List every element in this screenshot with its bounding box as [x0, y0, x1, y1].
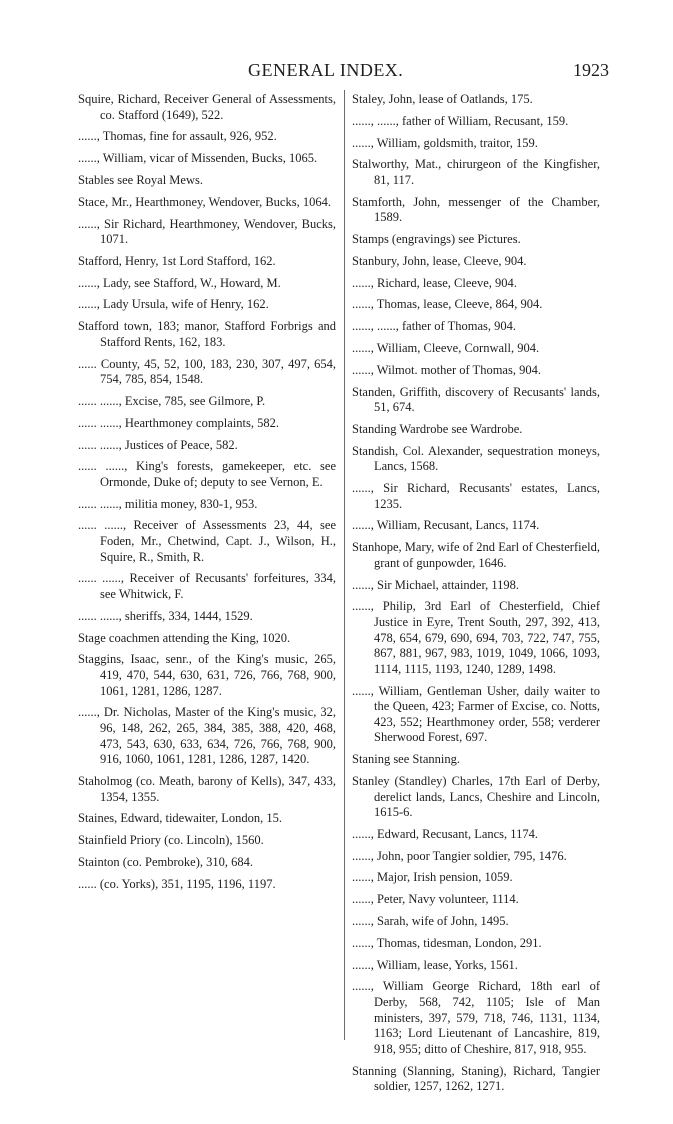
index-entry: Stalworthy, Mat., chirurgeon of the Kingfisher, 81, 117.	[352, 157, 600, 187]
index-entry: ...... ......, Excise, 785, see Gilmore, P.	[78, 393, 266, 408]
index-entry: Stafford, Henry, 1st Lord Stafford, 162.	[78, 253, 276, 268]
index-entry: ......, William, lease, Yorks, 1561.	[352, 957, 518, 972]
index-entry: Stanhope, Mary, wife of 2nd Earl of Chesterfield, grant of gunpowder, 1646.	[352, 540, 600, 570]
index-entry: Stamps (engravings) see Pictures.	[352, 232, 521, 247]
left-column	[78, 92, 336, 898]
index-entry: ......, ......, father of William, Recusant, 159.	[352, 113, 569, 128]
index-entry: Staholmog (co. Meath, barony of Kells), 347, 433, 1354, 1355.	[78, 773, 336, 804]
index-entry: ......, Thomas, fine for assault, 926, 952.	[78, 129, 277, 144]
index-entry: ......, Dr. Nicholas, Master of the King's music, 32, 96, 148, 262, 265, 384, 385, 388, 420, 468, 473, 543, 630, 633, 634, 726, 766, 768, 900, 916, 1060, 1061, 1281, 1286, 1287, 1420.	[78, 705, 336, 767]
index-entry: ...... ......, militia money, 830-1, 953.	[78, 496, 258, 511]
index-entry: ......, Wilmot. mother of Thomas, 904.	[352, 362, 541, 377]
index-entry: ......, Richard, lease, Cleeve, 904.	[352, 275, 517, 290]
index-entry: ...... ......, sheriffs, 334, 1444, 1529.	[78, 608, 253, 623]
index-entry: Stafford town, 183; manor, Stafford Forbrigs and Stafford Rents, 162, 183.	[78, 319, 336, 349]
running-header-title: GENERAL INDEX.	[248, 60, 404, 80]
index-entry: ...... ......, Receiver of Recusants' forfeitures, 334, see Whitwick, F.	[78, 571, 336, 602]
index-entry: ......, Sir Richard, Recusants' estates, Lancs, 1235.	[352, 481, 600, 511]
index-entry: Stanbury, John, lease, Cleeve, 904.	[352, 253, 527, 268]
index-entry: Standing Wardrobe see Wardrobe.	[352, 421, 523, 436]
index-entry: ......, William, Gentleman Usher, daily waiter to the Queen, 423; Farmer of Excise, co. Notts, 423, 552; Hearthmoney order, 558; verderer Sherwood Forest, 697.	[352, 683, 600, 745]
index-entry: ......, William, Recusant, Lancs, 1174.	[352, 518, 540, 533]
index-entry: Stainton (co. Pembroke), 310, 684.	[78, 854, 253, 869]
index-entry: ...... ......, Receiver of Assessments 23, 44, see Foden, Mr., Chetwind, Capt. J., Wilson, H., Squire, R., Smith, R.	[78, 518, 336, 564]
index-entry: ......, William, goldsmith, traitor, 159.	[352, 135, 538, 150]
index-entry: Stage coachmen attending the King, 1020.	[78, 630, 291, 645]
index-entry: Squire, Richard, Receiver General of Assessments, co. Stafford (1649), 522.	[78, 92, 336, 122]
index-entry: Standen, Griffith, discovery of Recusants' lands, 51, 674.	[352, 384, 600, 415]
index-entry: ......, Peter, Navy volunteer, 1114.	[352, 892, 519, 907]
index-entry: Stainfield Priory (co. Lincoln), 1560.	[78, 833, 264, 848]
index-entry: ......, William George Richard, 18th earl of Derby, 568, 742, 1105; Isle of Man ministers, 397, 579, 718, 746, 1131, 1134, 1163; Lord Lieutenant of Lancashire, 819, 918, 955; ditto of Cheshire, 817, 918, 955.	[352, 979, 600, 1056]
page-number: 1923	[573, 60, 609, 80]
index-entry: Stamforth, John, messenger of the Chamber, 1589.	[352, 194, 600, 225]
index-entry: ......, Sir Richard, Hearthmoney, Wendover, Bucks, 1071.	[78, 216, 336, 247]
index-entry: ...... ......, Justices of Peace, 582.	[78, 437, 238, 452]
column-divider	[344, 90, 345, 1040]
index-entry: Staning see Stanning.	[352, 752, 460, 767]
index-entry: ...... (co. Yorks), 351, 1195, 1196, 1197.	[78, 876, 276, 891]
index-entry: ......, Major, Irish pension, 1059.	[352, 870, 513, 885]
index-entry: ......, Sir Michael, attainder, 1198.	[352, 577, 520, 592]
index-entry: Staley, John, lease of Oatlands, 175.	[352, 92, 533, 106]
index-entry: ......, Lady, see Stafford, W., Howard, M.	[78, 275, 281, 290]
index-entry: Stables see Royal Mews.	[78, 172, 203, 187]
index-entry: Standish, Col. Alexander, sequestration moneys, Lancs, 1568.	[352, 443, 600, 474]
index-entry: Stace, Mr., Hearthmoney, Wendover, Bucks, 1064.	[78, 194, 331, 209]
index-entry: ...... County, 45, 52, 100, 183, 230, 307, 497, 654, 754, 785, 854, 1548.	[78, 356, 336, 387]
index-entry: ......, William, Cleeve, Cornwall, 904.	[352, 341, 540, 355]
index-entry: ...... ......, Hearthmoney complaints, 582.	[78, 415, 280, 430]
index-entry: Staines, Edward, tidewaiter, London, 15.	[78, 811, 282, 826]
index-entry: ......, Thomas, lease, Cleeve, 864, 904.	[352, 297, 543, 312]
index-entry: ......, William, vicar of Missenden, Bucks, 1065.	[78, 151, 318, 166]
index-entry: ......, Sarah, wife of John, 1495.	[352, 914, 509, 928]
index-entry: ......, Philip, 3rd Earl of Chesterfield, Chief Justice in Eyre, Trent South, 297, 392, 413, 478, 654, 679, 690, 694, 703, 722, 747, 755, 867, 881, 967, 983, 1019, 1049, 1066, 1093, 1114, 1115, 1193, 1240, 1289, 1498.	[352, 599, 600, 676]
index-entry: ......, Thomas, tidesman, London, 291.	[352, 935, 542, 950]
index-entry: ......, Lady Ursula, wife of Henry, 162.	[78, 297, 269, 312]
index-entry: ......, Edward, Recusant, Lancs, 1174.	[352, 826, 538, 841]
index-entry: ......, John, poor Tangier soldier, 795, 1476.	[352, 848, 567, 863]
index-entry: Staggins, Isaac, senr., of the King's music, 265, 419, 470, 544, 630, 631, 726, 766, 768, 900, 1061, 1281, 1286, 1287.	[78, 652, 336, 698]
index-entry: ......, ......, father of Thomas, 904.	[352, 319, 516, 334]
right-column	[352, 92, 600, 1101]
index-entry: Stanning (Slanning, Staning), Richard, Tangier soldier, 1257, 1262, 1271.	[352, 1063, 600, 1094]
index-entry: ...... ......, King's forests, gamekeeper, etc. see Ormonde, Duke of; deputy to see Vernon, E.	[78, 459, 336, 489]
index-entry: Stanley (Standley) Charles, 17th Earl of Derby, derelict lands, Lancs, Cheshire and Lincoln, 1615-6.	[352, 773, 600, 820]
